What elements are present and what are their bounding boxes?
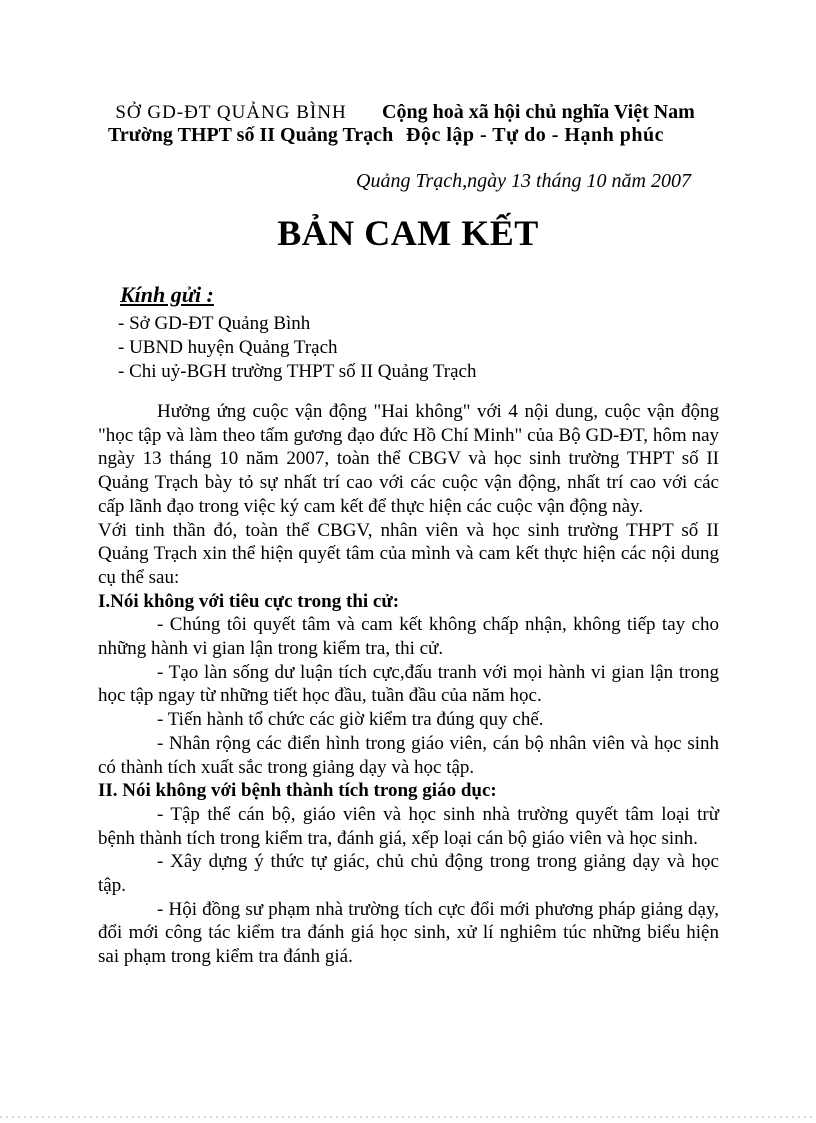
body-paragraph: - Hội đồng sư phạm nhà trường tích cực đổi mới phương pháp giảng dạy, đổi mới công tác kiểm tra đánh giá học sinh, xử lí nghiêm túc những biểu hiện sai phạm trong kiểm tra đánh giá. bbox=[98, 898, 719, 968]
body-paragraph: Hưởng ứng cuộc vận động "Hai không" với 4 nội dung, cuộc vận động "học tập và làm theo tấm gương đạo đức Hồ Chí Minh" của Bộ GD-ĐT, hôm nay ngày 13 tháng 10 năm 2007, toàn thể CBGV và học sinh trường THPT số II Quảng Trạch bày tỏ sự nhất trí cao với các cuộc vận động, nhất trí cao với các cấp lãnh đạo trong việc ký cam kết để thực hiện các cuộc vận động này. bbox=[98, 401, 719, 517]
body-paragraph: - Chúng tôi quyết tâm và cam kết không chấp nhận, không tiếp tay cho những hành vi gian lận trong kiểm tra, thi cử. bbox=[98, 614, 719, 660]
issuer-school: Trường THPT số II Quảng Trạch bbox=[108, 124, 394, 146]
national-motto: Độc lập - Tự do - Hạnh phúc bbox=[406, 124, 664, 146]
recipient-line: - Chi uỷ-BGH trường THPT số II Quảng Trạch bbox=[118, 361, 477, 382]
document-title: BẢN CAM KẾT bbox=[277, 213, 539, 253]
recipient-line: - UBND huyện Quảng Trạch bbox=[118, 337, 338, 358]
letterhead-national-motto bbox=[382, 101, 695, 147]
body-paragraph: Với tinh thần đó, toàn thể CBGV, nhân viên và học sinh trường THPT số II Quảng Trạch xin thể hiện quyết tâm của mình và cam kết thực hiện các nội dung cụ thể sau: bbox=[98, 519, 719, 588]
recipient-list bbox=[118, 312, 476, 384]
body-paragraph: - Xây dựng ý thức tự giác, chủ chủ động trong trong giảng dạy và học tập. bbox=[98, 851, 719, 897]
body-paragraph: - Tạo làn sống dư luận tích cực,đấu tranh với mọi hành vi gian lận trong học tập ngay từ những tiết học đầu, tuần đầu của năm học. bbox=[98, 661, 719, 707]
section-heading: I.Nói không với tiêu cực trong thi cử: bbox=[98, 590, 400, 612]
body-paragraph: - Tập thể cán bộ, giáo viên và học sinh nhà trường quyết tâm loại trừ bệnh thành tích trong kiểm tra, đánh giá, xếp loại cán bộ giáo viên và học sinh. bbox=[98, 803, 719, 849]
issuer-department: SỞ GD-ĐT QUẢNG BÌNH bbox=[115, 102, 347, 123]
national-title: Cộng hoà xã hội chủ nghĩa Việt Nam bbox=[382, 101, 695, 123]
body-paragraph: - Nhân rộng các điển hình trong giáo viên, cán bộ nhân viên và học sinh có thành tích xuất sắc trong giảng dạy và học tập. bbox=[98, 732, 719, 778]
salutation-label: Kính gửi : bbox=[120, 282, 214, 307]
page-break-dotted-line bbox=[0, 1116, 816, 1118]
letterhead-issuer bbox=[108, 101, 394, 147]
document-body bbox=[98, 400, 719, 969]
dateline: Quảng Trạch,ngày 13 tháng 10 năm 2007 bbox=[356, 170, 691, 192]
recipient-line: - Sở GD-ĐT Quảng Bình bbox=[118, 313, 311, 334]
body-paragraph: - Tiến hành tổ chức các giờ kiểm tra đúng quy chế. bbox=[157, 709, 544, 731]
section-heading: II. Nói không với bệnh thành tích trong giáo dục: bbox=[98, 780, 497, 802]
